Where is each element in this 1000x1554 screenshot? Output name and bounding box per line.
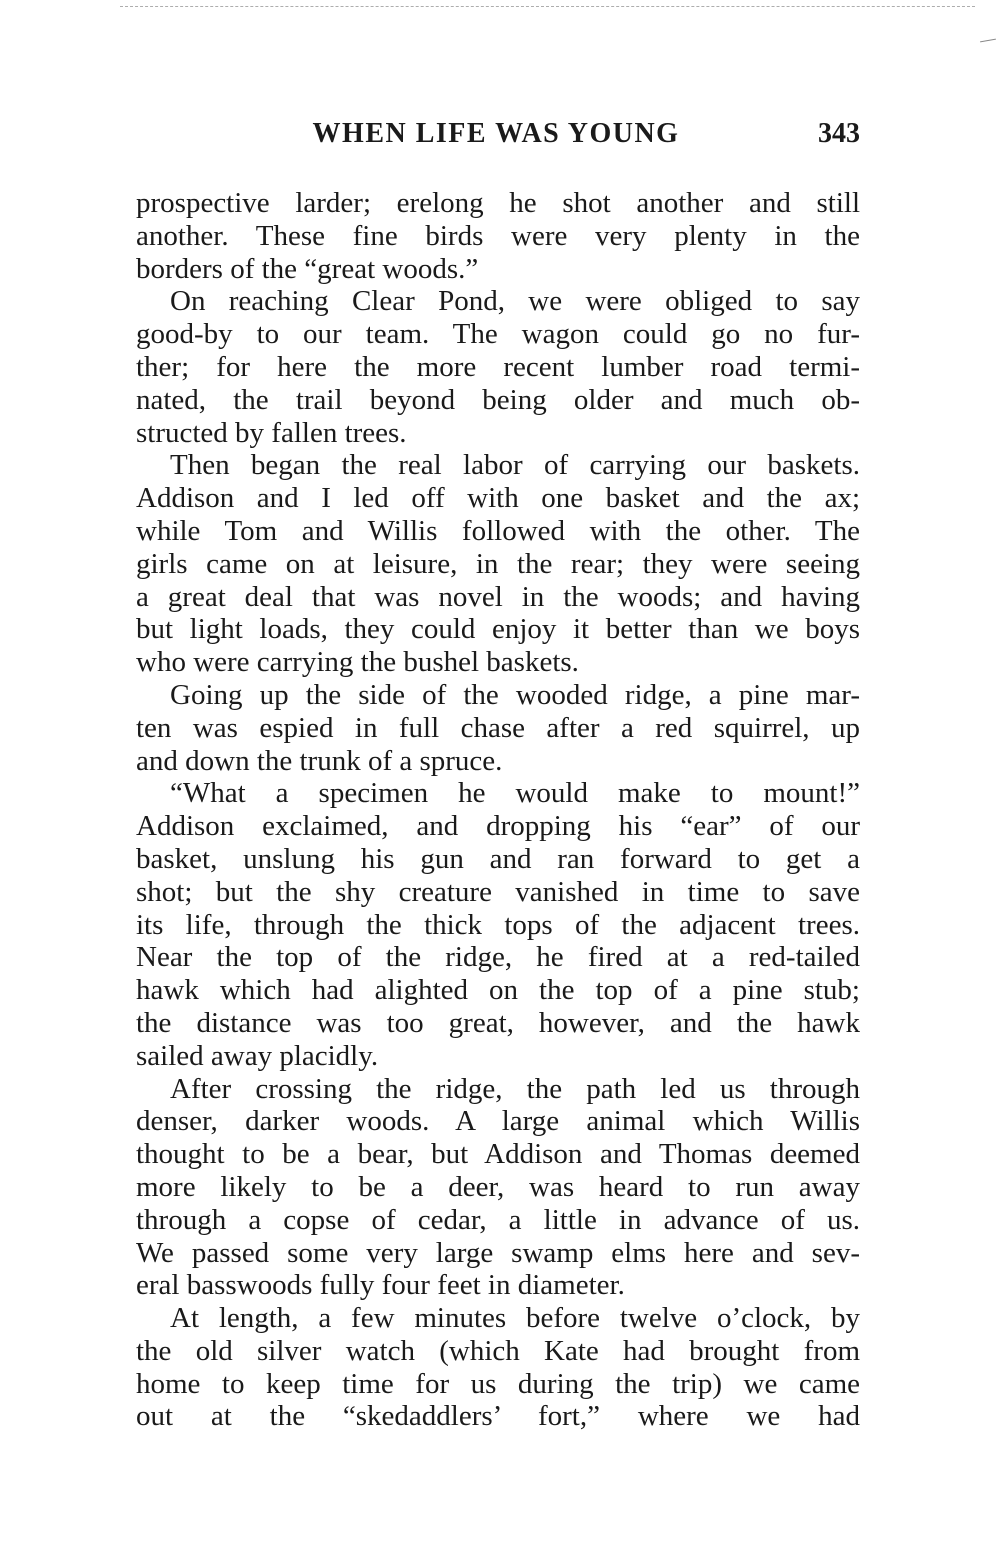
text-line: “What a specimen he would make to mount!” [170,777,860,810]
paragraph [136,777,860,1072]
page-header [246,118,860,152]
text-line: Addison and I led off with one basket and the ax; [136,482,860,515]
text-line: while Tom and Willis followed with the other. The [136,514,860,547]
text-line: ther; for here the more recent lumber road termi- [136,350,860,383]
text-line: but light loads, they could enjoy it better than we boys [136,613,860,646]
text-line: Near the top of the ridge, he fired at a red-tailed [136,941,860,974]
text-line: sailed away placidly. [136,1039,379,1072]
text-line: good-by to our team. The wagon could go no fur- [136,318,860,351]
text-line: eral basswoods fully four feet in diameter. [136,1269,625,1302]
text-line: the distance was too great, however, and the hawk [136,1006,860,1039]
text-line: the old silver watch (which Kate had brought from [136,1334,860,1367]
text-line: out at the “skedaddlers’ fort,” where we had [136,1400,860,1433]
paragraph [136,187,860,285]
paragraph [136,285,860,449]
paragraph [136,449,860,679]
text-line: home to keep time for us during the trip) we came [136,1367,860,1400]
text-line: and down the trunk of a spruce. [136,744,503,777]
paragraph [136,679,860,777]
text-line: its life, through the thick tops of the adjacent trees. [136,908,860,941]
page-number: 343 [818,118,860,149]
text-line: ten was espied in full chase after a red squirrel, up [136,711,860,744]
text-line: through a copse of cedar, a little in advance of us. [136,1203,860,1236]
text-line: Addison exclaimed, and dropping his “ear” of our [136,810,860,843]
paragraph [136,1302,860,1433]
text-line: borders of the “great woods.” [136,252,479,285]
text-line: thought to be a bear, but Addison and Thomas deemed [136,1138,860,1171]
paragraph [136,1073,860,1303]
text-line: a great deal that was novel in the woods; and having [136,580,860,613]
text-line: who were carrying the bushel baskets. [136,646,579,679]
text-line: We passed some very large swamp elms here and sev- [136,1236,860,1269]
text-line: At length, a few minutes before twelve o’clock, by [170,1302,860,1335]
text-line: On reaching Clear Pond, we were obliged to say [170,285,860,318]
text-line: nated, the trail beyond being older and much ob- [136,383,860,416]
text-line: girls came on at leisure, in the rear; they were seeing [136,547,860,580]
text-line: hawk which had alighted on the top of a pine stub; [136,974,860,1007]
scan-edge-artifact [120,6,975,7]
text-line: Then began the real labor of carrying our baskets. [170,449,860,482]
text-line: After crossing the ridge, the path led us through [170,1072,860,1105]
text-line: denser, darker woods. A large animal which Willis [136,1105,860,1138]
body-text [136,187,860,1433]
text-line: prospective larder; erelong he shot another and still [136,187,860,219]
running-head: WHEN LIFE WAS YOUNG [312,118,680,149]
text-line: shot; but the shy creature vanished in time to save [136,875,860,908]
scan-corner-mark [980,39,996,43]
text-line: another. These fine birds were very plenty in the [136,219,860,252]
text-line: basket, unslung his gun and ran forward to get a [136,842,860,875]
text-line: structed by fallen trees. [136,416,407,449]
text-line: Going up the side of the wooded ridge, a pine mar- [170,678,860,711]
text-line: more likely to be a deer, was heard to run away [136,1170,860,1203]
